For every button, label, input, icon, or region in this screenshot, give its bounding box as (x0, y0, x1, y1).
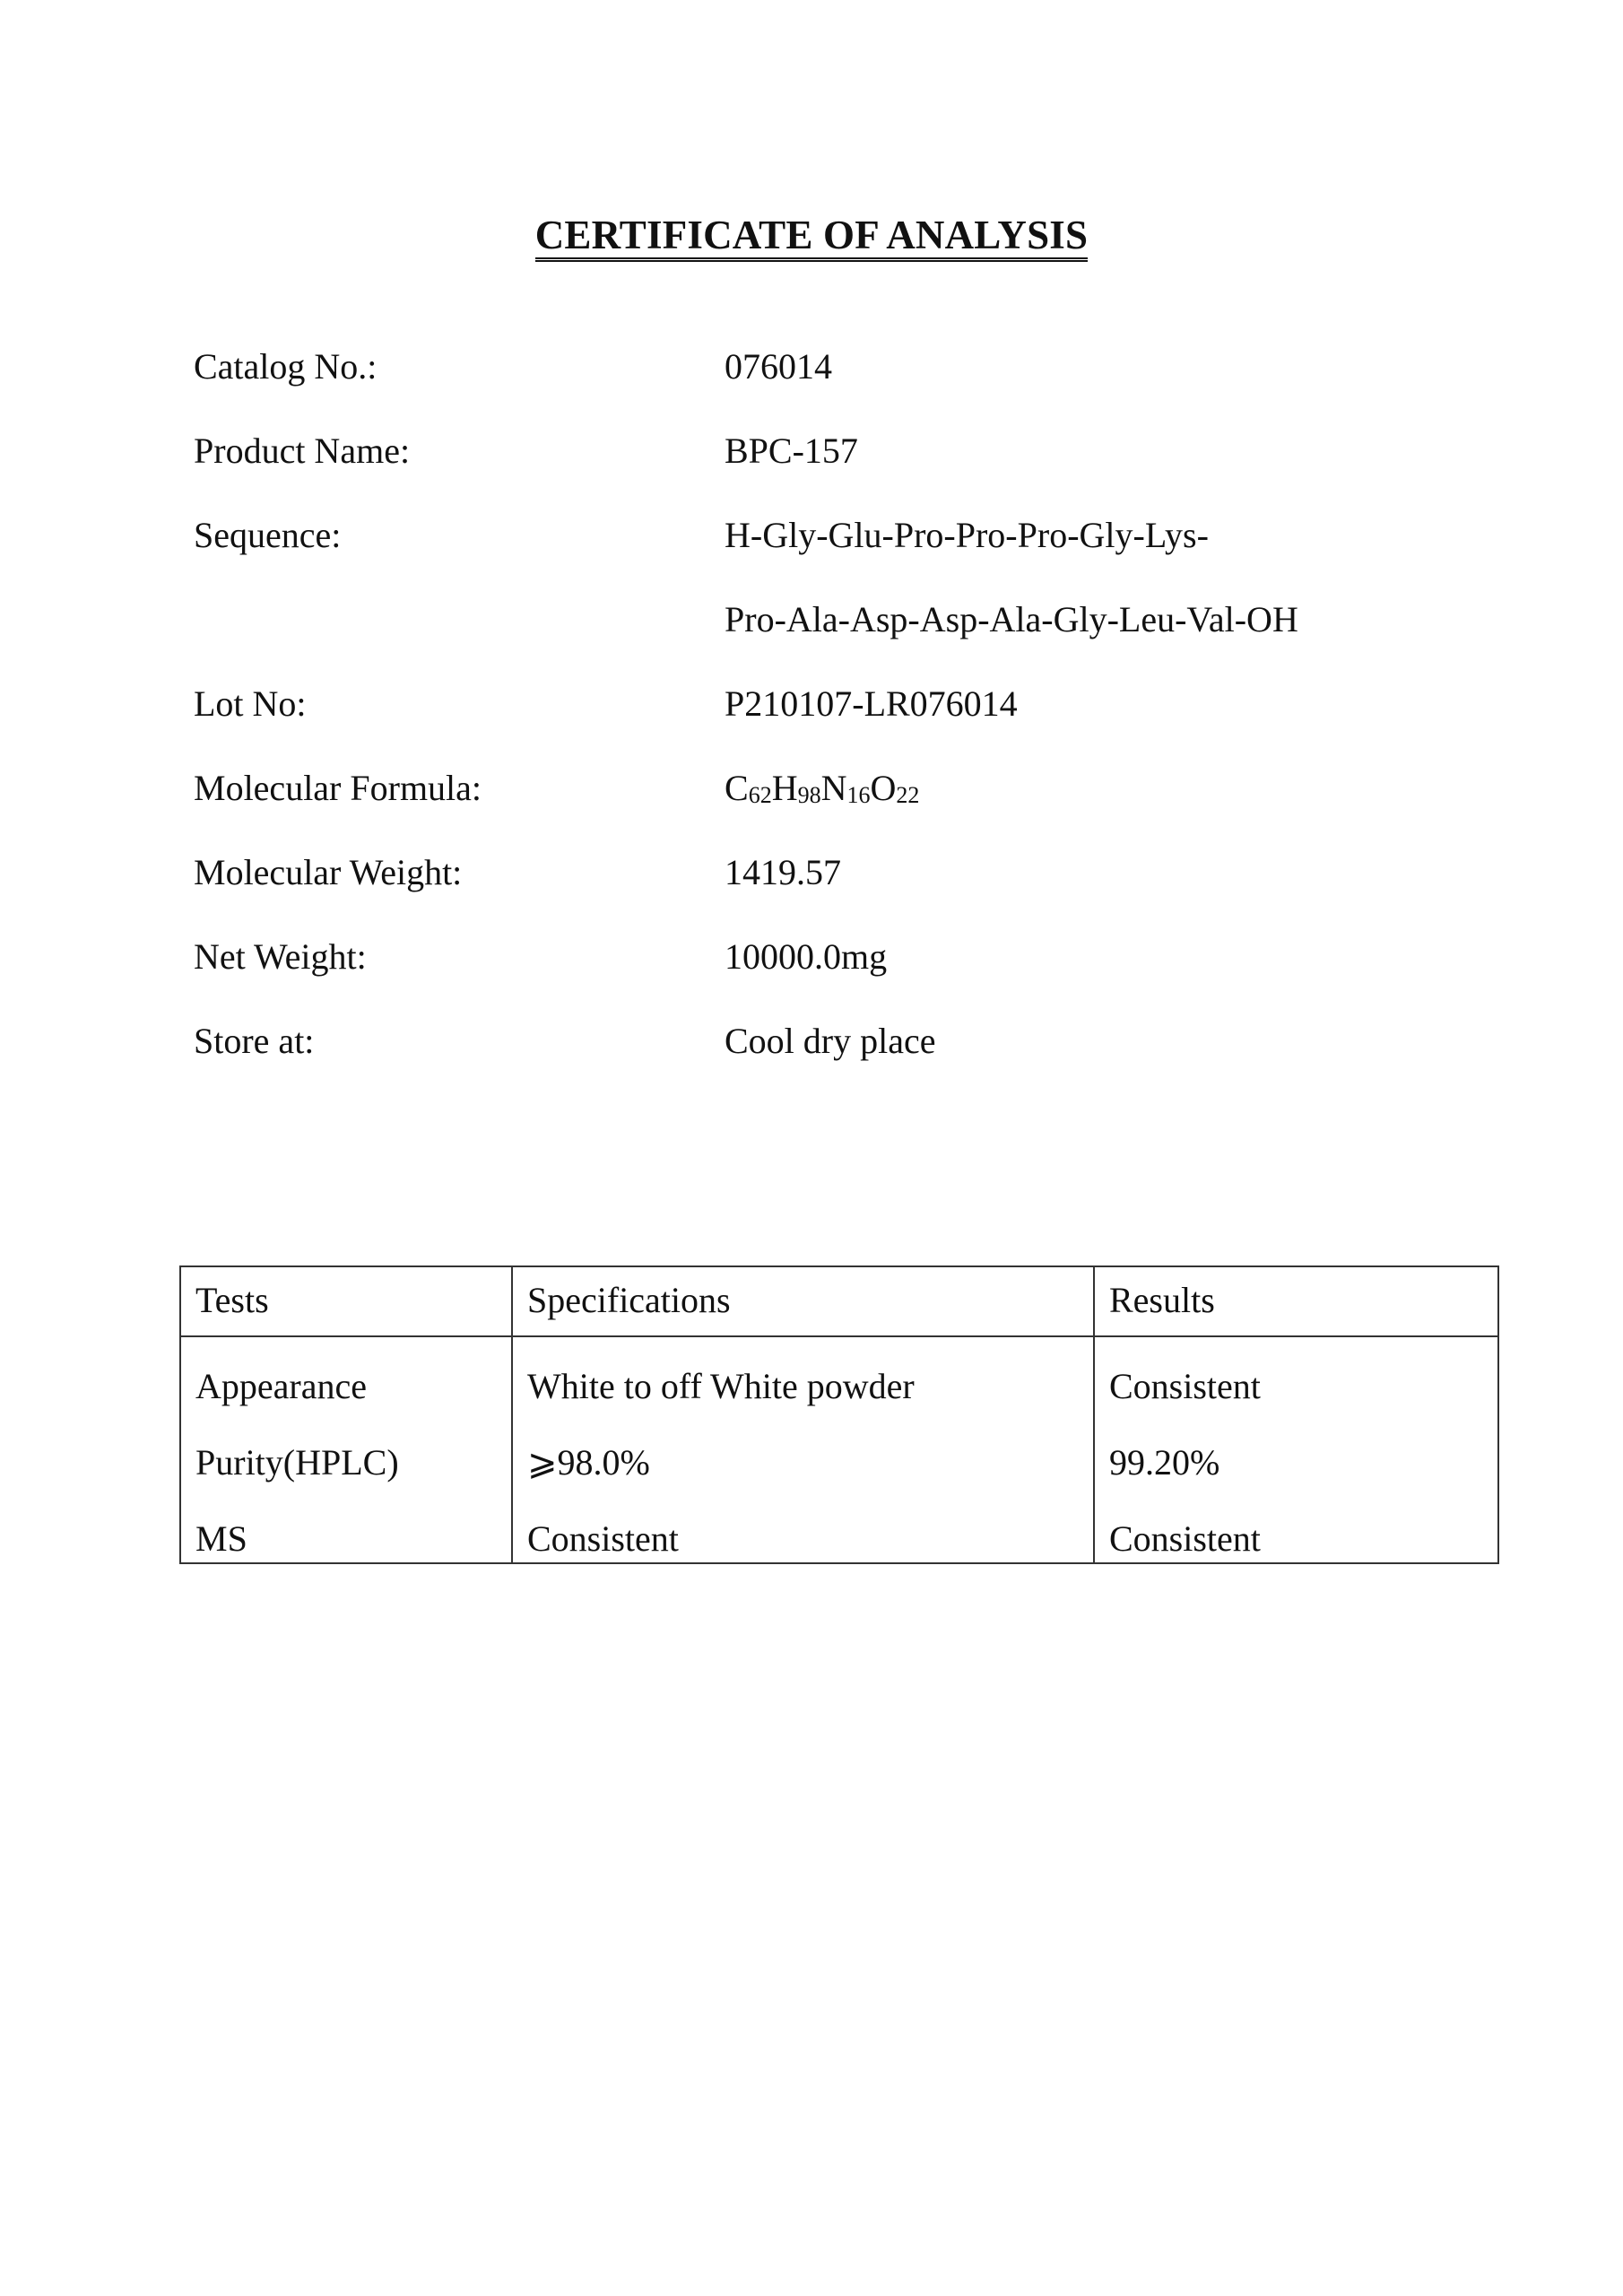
field-product-name (194, 429, 1449, 474)
cell-test: MS (195, 1518, 247, 1559)
field-label: Molecular Weight: (194, 852, 463, 892)
field-lot-number (194, 682, 1449, 726)
field-value: 1419.57 (725, 852, 841, 892)
formula-subscript: 22 (896, 782, 920, 808)
header-results: Results (1109, 1280, 1215, 1320)
field-value: BPC-157 (725, 430, 858, 471)
formula-subscript: 62 (748, 782, 772, 808)
field-label: Product Name: (194, 430, 411, 471)
cell-result: Consistent (1109, 1366, 1261, 1406)
field-label: Store at: (194, 1021, 315, 1061)
formula-subscript: 16 (846, 782, 871, 808)
cell-test: Purity(HPLC) (195, 1442, 399, 1483)
header-specifications: Specifications (527, 1280, 731, 1320)
field-value: P210107-LR076014 (725, 683, 1018, 724)
formula-element: N (820, 768, 847, 808)
document-title-text: CERTIFICATE OF ANALYSIS (535, 215, 1089, 262)
document-title (0, 215, 1623, 262)
formula-element: O (870, 768, 897, 808)
formula-element: C (725, 768, 749, 808)
cell-spec: White to off White powder (527, 1366, 915, 1406)
cell-result: Consistent (1109, 1518, 1261, 1559)
cell-test: Appearance (195, 1366, 367, 1406)
field-molecular-formula (194, 766, 1449, 811)
field-label: Sequence: (194, 515, 342, 555)
molecular-formula-value (725, 766, 919, 811)
field-net-weight (194, 935, 1449, 979)
field-molecular-weight (194, 850, 1449, 895)
field-label: Molecular Formula: (194, 768, 482, 808)
field-value: Pro-Ala-Asp-Asp-Ala-Gly-Leu-Val-OH (725, 599, 1298, 639)
field-value: 10000.0mg (725, 936, 888, 977)
field-sequence (194, 513, 1449, 558)
table-column-divider (1093, 1267, 1095, 1562)
field-value: 076014 (725, 346, 832, 387)
field-sequence-continued (194, 597, 1449, 642)
field-label: Lot No: (194, 683, 307, 724)
header-tests: Tests (195, 1280, 269, 1320)
cell-spec: Consistent (527, 1518, 679, 1559)
cell-spec: ⩾98.0% (527, 1442, 650, 1483)
field-label: Catalog No.: (194, 346, 378, 387)
table-header-divider (181, 1335, 1497, 1337)
table-column-divider (511, 1267, 513, 1562)
field-value: H-Gly-Glu-Pro-Pro-Pro-Gly-Lys- (725, 515, 1209, 555)
field-catalog-number (194, 344, 1449, 389)
formula-subscript: 98 (797, 782, 821, 808)
field-label: Net Weight: (194, 936, 367, 977)
formula-element: H (771, 768, 798, 808)
field-storage (194, 1019, 1449, 1064)
tests-table (179, 1265, 1499, 1564)
cell-result: 99.20% (1109, 1442, 1220, 1483)
field-value: Cool dry place (725, 1021, 936, 1061)
